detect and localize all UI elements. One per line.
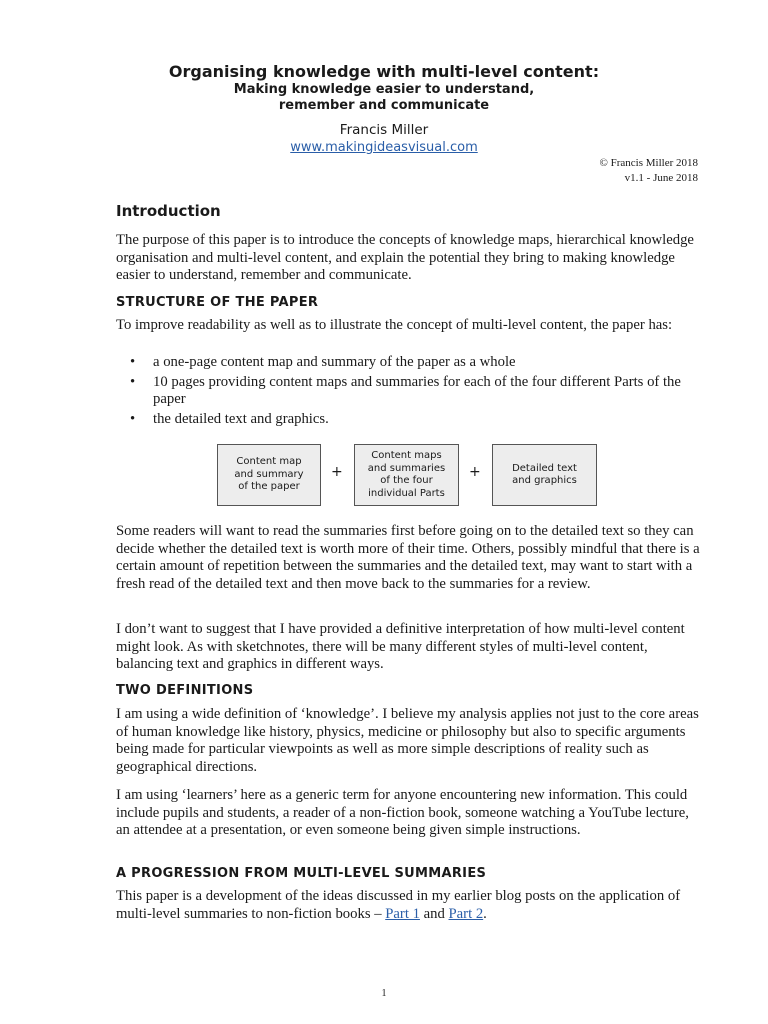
plus-sign: +	[469, 464, 481, 480]
box-line: and graphics	[512, 475, 577, 486]
subtitle-line-1: Making knowledge easier to understand,	[233, 82, 535, 97]
paper-subtitle	[0, 82, 768, 114]
website-line	[0, 140, 768, 155]
box-line: individual Parts	[368, 487, 445, 499]
diagram-box-part-maps	[354, 444, 459, 506]
author-name: Francis Miller	[339, 122, 429, 138]
plus-sign: +	[331, 464, 343, 480]
box-line: of the four	[380, 475, 433, 486]
progression-text-end: .	[483, 905, 487, 922]
structure-bullet-list	[116, 354, 701, 430]
progression-heading: A PROGRESSION FROM MULTI-LEVEL SUMMARIES	[116, 866, 487, 881]
box-line: Content map	[236, 456, 302, 468]
progression-paragraph	[116, 888, 701, 923]
interpretation-paragraph: I don’t want to suggest that I have provided a definitive interpretation of how multi-level content might look. As with sketchnotes, there will be many different styles of multi-level content, balancing text and graphics in different ways.	[116, 621, 685, 672]
paper-title: Organising knowledge with multi-level content:	[168, 62, 600, 81]
introduction-paragraph: The purpose of this paper is to introduce the concepts of knowledge maps, hierarchical knowledge organisation and multi-level content, and explain the potential they bring to making knowledge easier to understand, remember and communicate.	[116, 232, 694, 283]
version: v1.1 - June 2018	[624, 172, 698, 184]
list-item: • the detailed text and graphics.	[116, 411, 701, 429]
website-link[interactable]: www.makingideasvisual.com	[290, 140, 478, 155]
knowledge-definition-paragraph: I am using a wide definition of ‘knowledge’. I believe my analysis applies not just to the core areas of human knowledge like history, physics, medicine or philosophy but also to specific arguments being made for particular viewpoints as well as more simple descriptions of reality such as geographical directions.	[116, 706, 699, 775]
box-line: and summary	[234, 468, 304, 480]
learners-definition-paragraph: I am using ‘learners’ here as a generic term for anyone encountering new information. This could include pupils and students, a reader of a non-fiction book, someone watching a YouTube lecture, an attendee at a presentation, or even someone being given simple instructions.	[116, 787, 689, 838]
diagram-box-content-map	[217, 444, 321, 506]
list-item: • a one-page content map and summary of the paper as a whole	[116, 354, 701, 372]
box-line: Detailed text	[512, 462, 577, 474]
diagram-box-detailed-text	[492, 444, 597, 506]
list-item: • 10 pages providing content maps and summaries for each of the four different Parts of the paper	[116, 374, 701, 409]
progression-text-middle: and	[419, 905, 449, 922]
copyright-block	[600, 156, 698, 186]
structure-intro: To improve readability as well as to illustrate the concept of multi-level content, the paper has:	[116, 317, 673, 333]
definitions-heading: TWO DEFINITIONS	[116, 683, 254, 698]
readers-paragraph: Some readers will want to read the summaries first before going on to the detailed text so they can decide whether the detailed text is worth more of their time. Others, possibly mindful that there is a certain amount of repetition between the summaries and the detailed text, may want to start with a fresh read of the detailed text and then move back to the summaries for a review.	[116, 523, 700, 592]
introduction-heading: Introduction	[116, 202, 221, 220]
box-line: and summaries	[367, 462, 446, 474]
subtitle-line-2: remember and communicate	[278, 98, 490, 113]
copyright: © Francis Miller 2018	[599, 157, 698, 169]
part-2-link[interactable]: Part 2	[448, 905, 484, 922]
box-line: Content maps	[371, 450, 442, 461]
page-number: 1	[381, 988, 387, 999]
progression-text: This paper is a development of the ideas discussed in my earlier blog posts on the application of multi-level summaries to non-fiction books –	[116, 888, 681, 922]
structure-heading: STRUCTURE OF THE PAPER	[116, 295, 319, 310]
box-line: of the paper	[238, 481, 300, 493]
part-1-link[interactable]: Part 1	[385, 905, 420, 922]
